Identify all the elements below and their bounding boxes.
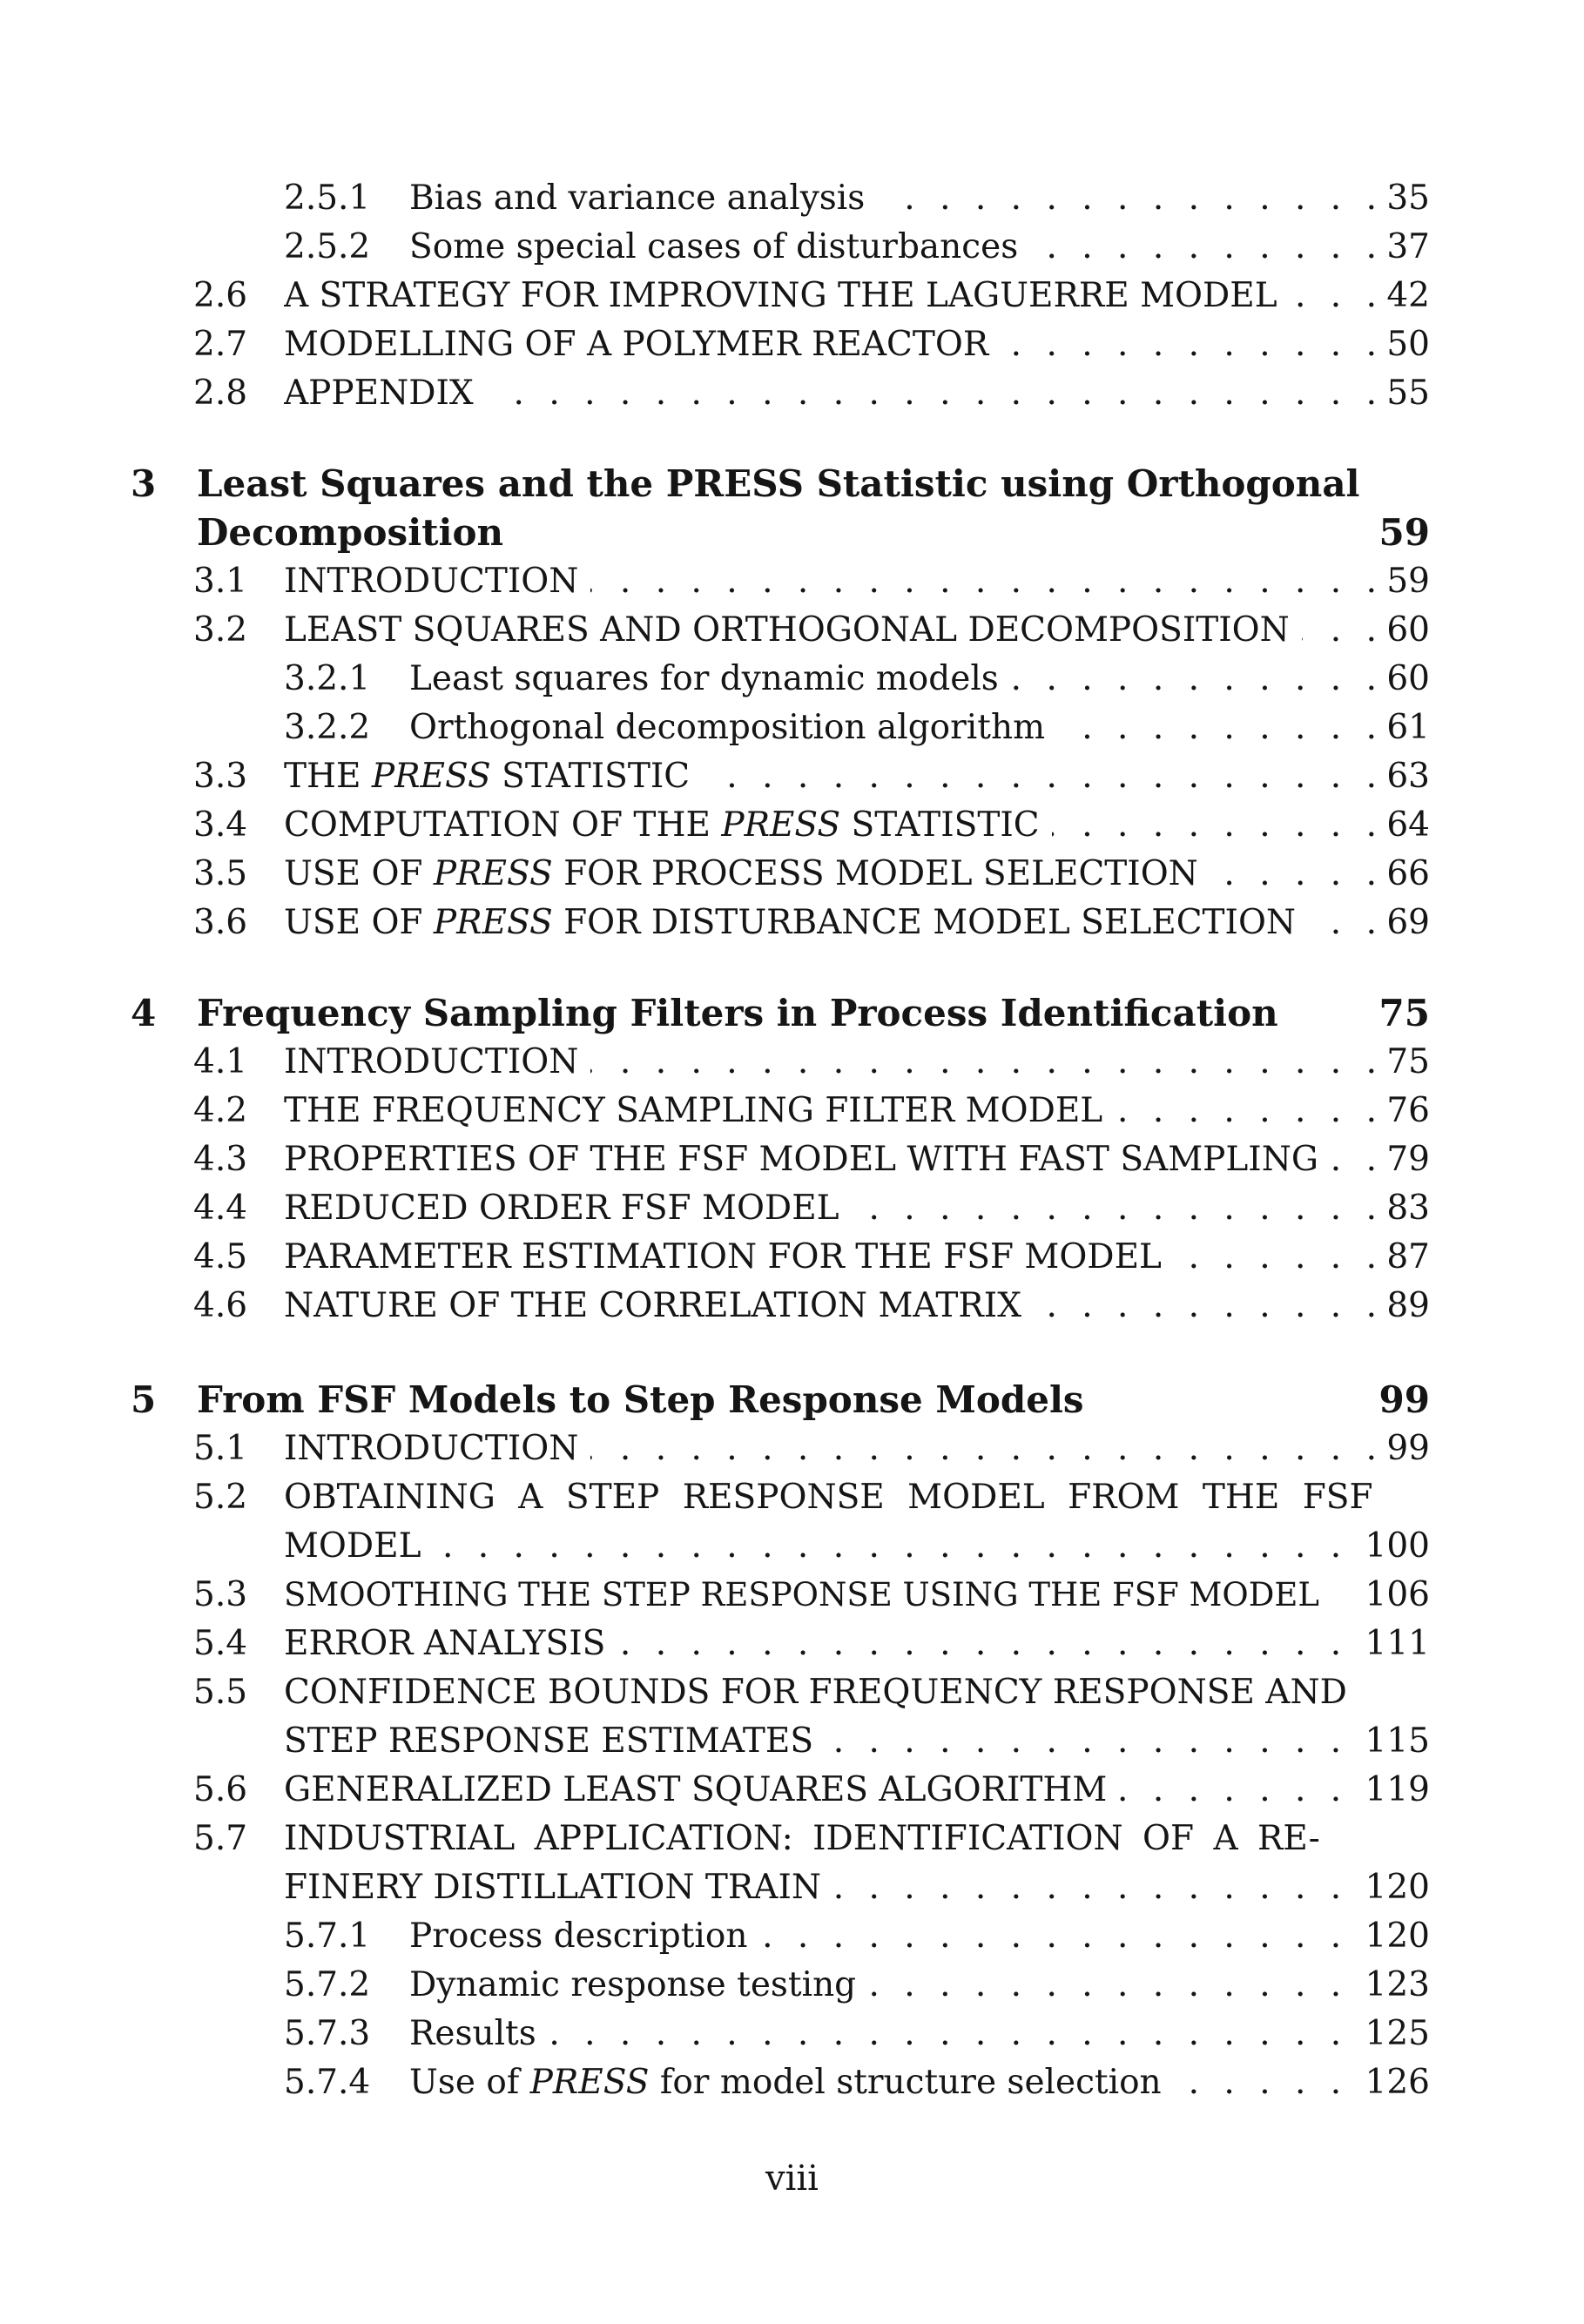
entry-number: 2.5.2	[284, 227, 371, 266]
entry-title: Orthogonal decomposition algorithm . . .	[409, 704, 1384, 752]
entry-number: 4.1	[193, 1042, 248, 1081]
entry-title: Process description . . .	[409, 1912, 1384, 1961]
entry-number: 5.7.1	[284, 1916, 371, 1956]
entry-number: 4.4	[193, 1189, 248, 1228]
entry-page: 76	[1374, 1087, 1430, 1135]
entry-number: 5.7	[193, 1819, 248, 1858]
entry-page: 64	[1374, 801, 1430, 850]
toc-entry	[0, 557, 1584, 606]
entry-title: STEP RESPONSE ESTIMATES . . .	[284, 1717, 1384, 1766]
toc-entry-continued	[0, 1522, 1584, 1571]
chapter-number: 4	[131, 992, 157, 1034]
entry-page: 111	[1353, 1620, 1430, 1668]
entry-number: 4.5	[193, 1237, 248, 1277]
entry-title: MODEL . . .	[284, 1522, 1384, 1571]
entry-title: COMPUTATION OF THE PRESS STATISTIC . . .	[284, 801, 1384, 850]
entry-page: 126	[1353, 2058, 1430, 2107]
toc-entry	[0, 1571, 1584, 1620]
toc-entry	[0, 174, 1584, 223]
chapter-heading	[0, 460, 1584, 509]
toc-entry-continued	[0, 1863, 1584, 1912]
entry-title: A STRATEGY FOR IMPROVING THE LAGUERRE MODEL . . .	[284, 272, 1384, 320]
entry-number: 4.2	[193, 1091, 248, 1130]
entry-page: 66	[1374, 850, 1430, 899]
entry-title: Results . . .	[409, 2010, 1384, 2058]
entry-title: CONFIDENCE BOUNDS FOR FREQUENCY RESPONSE AND	[284, 1668, 1384, 1717]
entry-page: 60	[1374, 655, 1430, 704]
entry-number: 5.4	[193, 1624, 248, 1663]
entry-title: INDUSTRIAL APPLICATION: IDENTIFICATION OF A RE-	[284, 1815, 1384, 1863]
entry-title: SMOOTHING THE STEP RESPONSE USING THE FSF MODEL	[284, 1571, 1384, 1620]
entry-page: 119	[1353, 1766, 1430, 1815]
chapter-heading	[0, 989, 1584, 1038]
entry-page: 125	[1353, 2010, 1430, 2058]
toc-entry	[0, 1620, 1584, 1668]
entry-page: 123	[1353, 1961, 1430, 2010]
toc-entry	[0, 850, 1584, 899]
toc-entry	[0, 752, 1584, 801]
toc-entry	[0, 899, 1584, 947]
chapter-title: Decomposition	[197, 509, 1358, 557]
entry-page: 42	[1374, 272, 1430, 320]
entry-number: 3.1	[193, 562, 248, 601]
entry-title: INTRODUCTION . . .	[284, 557, 1384, 606]
entry-page: 100	[1353, 1522, 1430, 1571]
toc-entry	[0, 655, 1584, 704]
entry-number: 3.3	[193, 757, 248, 796]
entry-title: THE PRESS STATISTIC . . .	[284, 752, 1384, 801]
toc-entry	[0, 272, 1584, 320]
entry-number: 4.3	[193, 1140, 248, 1179]
entry-page: 50	[1374, 320, 1430, 369]
chapter-heading	[0, 1376, 1584, 1425]
toc-entry	[0, 1912, 1584, 1961]
toc-entry	[0, 2058, 1584, 2107]
toc-entry-continued	[0, 1717, 1584, 1766]
entry-number: 5.7.2	[284, 1965, 371, 2004]
entry-title: THE FREQUENCY SAMPLING FILTER MODEL . . .	[284, 1087, 1384, 1135]
entry-number: 5.5	[193, 1673, 248, 1712]
entry-title: GENERALIZED LEAST SQUARES ALGORITHM . . .	[284, 1766, 1384, 1815]
entry-page: 35	[1374, 174, 1430, 223]
toc-entry	[0, 1184, 1584, 1233]
entry-page: 120	[1353, 1863, 1430, 1912]
toc-entry	[0, 1961, 1584, 2010]
entry-page: 69	[1374, 899, 1430, 947]
entry-number: 5.1	[193, 1429, 248, 1468]
entry-page: 61	[1374, 704, 1430, 752]
entry-number: 3.5	[193, 854, 248, 893]
toc-entry	[0, 606, 1584, 655]
entry-number: 5.3	[193, 1575, 248, 1614]
entry-title: PARAMETER ESTIMATION FOR THE FSF MODEL . . .	[284, 1233, 1384, 1282]
chapter-title: Frequency Sampling Filters in Process Identification	[197, 989, 1358, 1038]
toc-entry	[0, 1282, 1584, 1330]
chapter-number: 3	[131, 462, 157, 505]
chapter-title: From FSF Models to Step Response Models	[197, 1376, 1358, 1425]
entry-page: 115	[1353, 1717, 1430, 1766]
entry-page: 55	[1374, 369, 1430, 418]
entry-page: 87	[1374, 1233, 1430, 1282]
entry-title: Least squares for dynamic models . . .	[409, 655, 1384, 704]
entry-title: INTRODUCTION . . .	[284, 1038, 1384, 1087]
entry-number: 2.8	[193, 374, 248, 413]
entry-number: 3.6	[193, 903, 248, 942]
entry-title: MODELLING OF A POLYMER REACTOR . . .	[284, 320, 1384, 369]
entry-title: ERROR ANALYSIS . . .	[284, 1620, 1384, 1668]
toc-entry	[0, 1038, 1584, 1087]
entry-title: INTRODUCTION . . .	[284, 1425, 1384, 1473]
entry-number: 4.6	[193, 1286, 248, 1325]
entry-title: PROPERTIES OF THE FSF MODEL WITH FAST SAMPLING . . .	[284, 1135, 1384, 1184]
chapter-title: Least Squares and the PRESS Statistic using Orthogonal	[197, 460, 1375, 509]
entry-page: 120	[1353, 1912, 1430, 1961]
entry-title: Bias and variance analysis . . .	[409, 174, 1384, 223]
entry-number: 3.2	[193, 610, 248, 650]
entry-page: 83	[1374, 1184, 1430, 1233]
entry-number: 3.2.1	[284, 659, 371, 698]
entry-number: 2.6	[193, 276, 248, 315]
toc-entry	[0, 801, 1584, 850]
entry-number: 3.4	[193, 805, 248, 845]
chapter-page: 99	[1367, 1376, 1430, 1425]
toc-entry	[0, 1815, 1584, 1863]
chapter-number: 5	[131, 1378, 157, 1421]
entry-page: 59	[1374, 557, 1430, 606]
toc-entry	[0, 2010, 1584, 2058]
toc-entry	[0, 1135, 1584, 1184]
entry-title: USE OF PRESS FOR DISTURBANCE MODEL SELECTION . . .	[284, 899, 1384, 947]
entry-page: 89	[1374, 1282, 1430, 1330]
entry-page: 60	[1374, 606, 1430, 655]
entry-page: 75	[1374, 1038, 1430, 1087]
toc-entry	[0, 704, 1584, 752]
entry-title: FINERY DISTILLATION TRAIN . . .	[284, 1863, 1384, 1912]
entry-title: Dynamic response testing . . .	[409, 1961, 1384, 2010]
chapter-page: 75	[1367, 989, 1430, 1038]
entry-page: 63	[1374, 752, 1430, 801]
entry-title: REDUCED ORDER FSF MODEL . . .	[284, 1184, 1384, 1233]
toc-entry	[0, 369, 1584, 418]
chapter-heading-continued	[0, 509, 1584, 557]
toc-entry	[0, 1087, 1584, 1135]
entry-number: 2.7	[193, 325, 248, 364]
entry-number: 5.6	[193, 1770, 248, 1809]
entry-title: USE OF PRESS FOR PROCESS MODEL SELECTION . . .	[284, 850, 1384, 899]
page-number: viii	[765, 2159, 819, 2199]
entry-page: 99	[1374, 1425, 1430, 1473]
toc-entry	[0, 1668, 1584, 1717]
entry-number: 2.5.1	[284, 179, 371, 218]
toc-entry	[0, 1233, 1584, 1282]
entry-page: 79	[1374, 1135, 1430, 1184]
chapter-page: 59	[1367, 509, 1430, 557]
entry-title: Use of PRESS for model structure selection . . .	[409, 2058, 1384, 2107]
entry-number: 5.7.4	[284, 2063, 371, 2102]
entry-number: 5.2	[193, 1478, 248, 1517]
entry-page: 106	[1353, 1571, 1430, 1620]
entry-title: Some special cases of disturbances . . .	[409, 223, 1384, 272]
toc-entry	[0, 1766, 1584, 1815]
entry-title: OBTAINING A STEP RESPONSE MODEL FROM THE FSF	[284, 1473, 1384, 1522]
toc-entry	[0, 1425, 1584, 1473]
entry-page: 37	[1374, 223, 1430, 272]
toc-entry	[0, 1473, 1584, 1522]
entry-number: 5.7.3	[284, 2014, 371, 2053]
entry-title: NATURE OF THE CORRELATION MATRIX . . .	[284, 1282, 1384, 1330]
entry-number: 3.2.2	[284, 708, 371, 747]
toc-entry	[0, 320, 1584, 369]
toc-entry	[0, 223, 1584, 272]
entry-title: APPENDIX . . .	[284, 369, 1384, 418]
entry-title: LEAST SQUARES AND ORTHOGONAL DECOMPOSITION . . .	[284, 606, 1384, 655]
